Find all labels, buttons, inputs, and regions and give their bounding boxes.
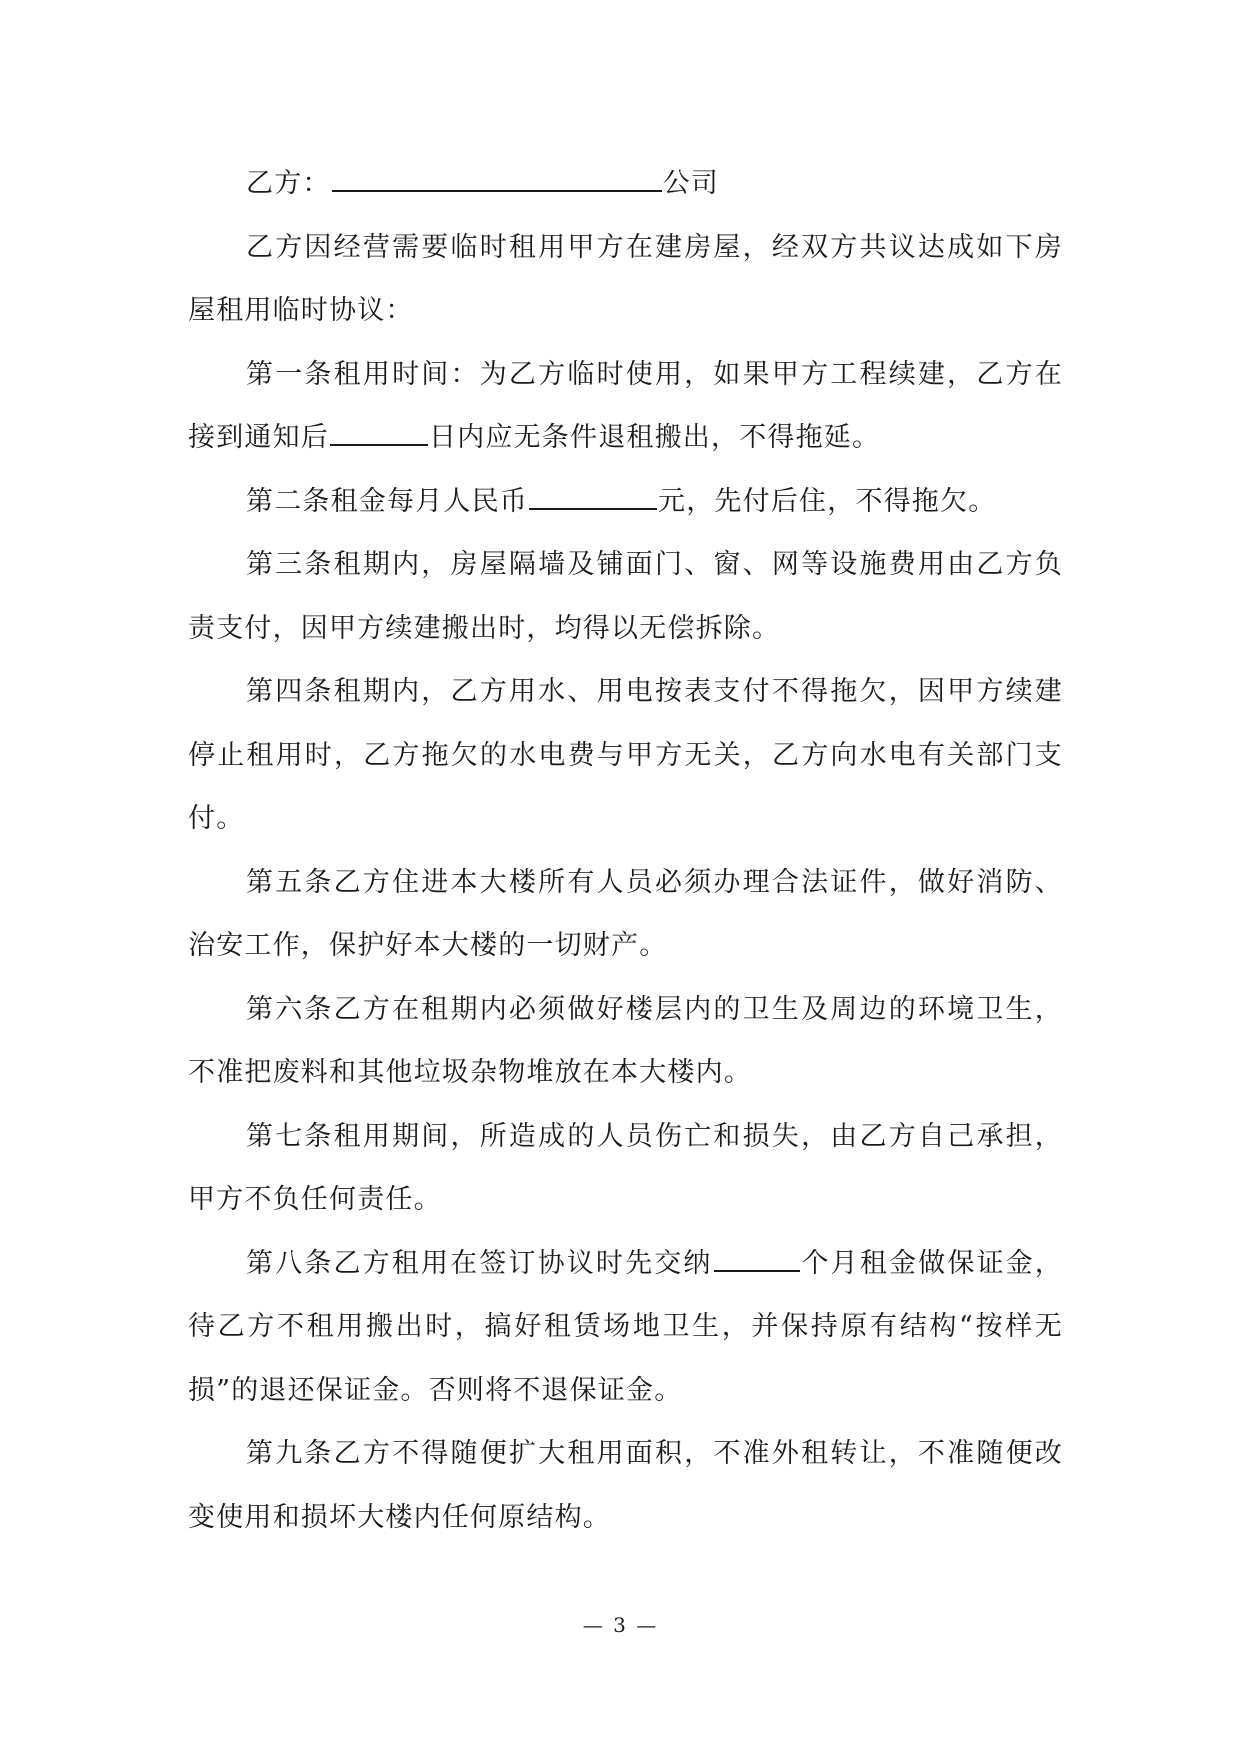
article-4: 第四条租期内，乙方用水、用电按表支付不得拖欠，因甲方续建停止租用时，乙方拖欠的水电费与甲方无关，乙方向水电有关部门支付。 — [188, 676, 1063, 834]
article-1 — [188, 343, 1063, 470]
article-8 — [188, 1232, 1063, 1423]
intro-paragraph: 乙方因经营需要临时租用甲方在建房屋，经双方共议达成如下房屋租用临时协议： — [188, 231, 1063, 326]
article-2-text-after: 元，先付后住，不得拖欠。 — [658, 485, 997, 517]
article-2 — [188, 470, 1063, 534]
agreement-body — [188, 152, 1063, 1549]
party-b-suffix: 公司 — [662, 168, 720, 199]
article-1-text-before: 第一条租用时间：为乙方临时使用，如果甲方工程续建，乙方在接到通知后 — [188, 358, 1063, 453]
page-number: — 3 — — [582, 1613, 659, 1637]
article-7: 第七条租用期间，所造成的人员伤亡和损失，由乙方自己承担，甲方不负任何责任。 — [188, 1120, 1063, 1215]
article-3: 第三条租期内，房屋隔墙及铺面门、窗、网等设施费用由乙方负责支付，因甲方续建搬出时，均得以无偿拆除。 — [188, 549, 1063, 644]
article-8-text-after: 个月租金做保证金，待乙方不租用搬出时，搞好租赁场地卫生，并保持原有结构“按样无损”的退还保证金。否则将不退保证金。 — [188, 1247, 1063, 1406]
monthly-rent-blank — [529, 486, 657, 510]
article-8-text-before: 第八条乙方租用在签订协议时先交纳 — [246, 1247, 713, 1279]
party-b-line — [188, 152, 1063, 216]
notice-days-blank — [330, 422, 428, 446]
deposit-months-blank — [714, 1248, 800, 1272]
article-5: 第五条乙方住进本大楼所有人员必须办理合法证件，做好消防、治安工作，保护好本大楼的一切财产。 — [188, 866, 1063, 961]
party-b-label: 乙方： — [246, 168, 331, 199]
company-name-blank — [332, 168, 662, 192]
article-2-text-before: 第二条租金每月人民币 — [246, 485, 528, 517]
article-6: 第六条乙方在租期内必须做好楼层内的卫生及周边的环境卫生，不准把废料和其他垃圾杂物堆放在本大楼内。 — [188, 993, 1063, 1088]
article-1-text-after: 日内应无条件退租搬出，不得拖延。 — [429, 422, 881, 453]
article-9: 第九条乙方不得随便扩大租用面积，不准外租转让，不准随便改变使用和损坏大楼内任何原结构。 — [188, 1438, 1063, 1533]
